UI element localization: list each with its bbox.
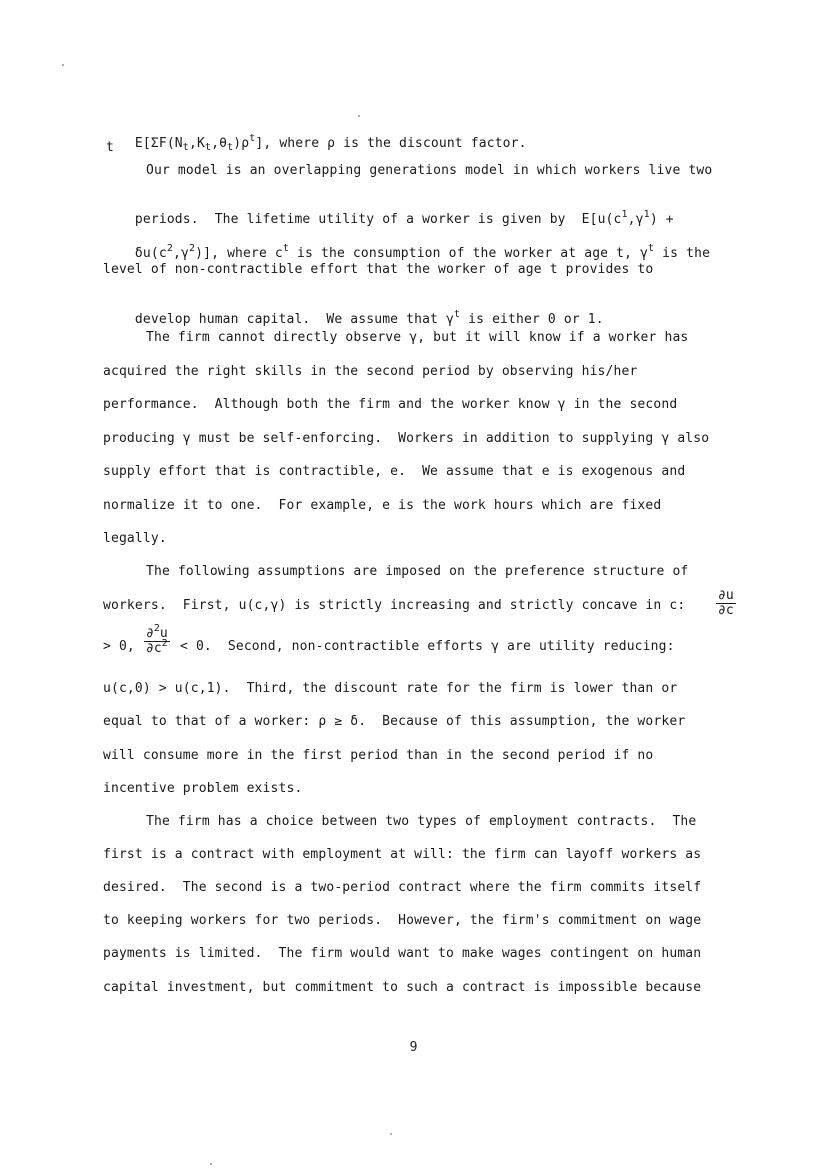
scan-speck bbox=[210, 1163, 212, 1165]
paragraph-2-line-3: performance. Although both the firm and the worker know γ in the second bbox=[103, 397, 678, 412]
subscript: t bbox=[182, 142, 189, 153]
paragraph-3-line-7: incentive problem exists. bbox=[103, 781, 303, 796]
equation-text: E[ΣF(N bbox=[134, 136, 183, 151]
page-number: 9 bbox=[409, 1040, 418, 1055]
paragraph-2-line-1: The firm cannot directly observe γ, but it will know if a worker has bbox=[146, 330, 689, 345]
fraction-denominator bbox=[144, 638, 170, 656]
fraction-numerator: ∂u bbox=[718, 588, 734, 603]
text: ∂ bbox=[146, 626, 154, 641]
text: is the consumption of the worker at age t, γ bbox=[289, 246, 649, 261]
text: )], where c bbox=[195, 246, 283, 261]
text: is the bbox=[654, 246, 711, 261]
fraction-denominator: ∂c bbox=[718, 603, 734, 618]
paragraph-3-line-4: u(c,0) > u(c,1). Third, the discount rate for the firm is lower than or bbox=[103, 681, 678, 696]
paragraph-3-line-3a: > 0, bbox=[103, 639, 135, 654]
summation-index: t bbox=[106, 140, 114, 155]
paragraph-2-line-7: legally. bbox=[103, 531, 167, 546]
text: develop human capital. We assume that γ bbox=[134, 312, 454, 327]
paragraph-3-line-6: will consume more in the first period than in the second period if no bbox=[103, 748, 654, 763]
superscript: 1 bbox=[643, 209, 650, 220]
paragraph-4-line-5: payments is limited. The firm would want to make wages contingent on human bbox=[103, 946, 702, 961]
text: ,γ bbox=[627, 212, 644, 227]
equation-text: ], where ρ is the discount factor. bbox=[255, 136, 527, 151]
text: ∂c bbox=[146, 641, 162, 656]
paragraph-4-line-1: The firm has a choice between two types of employment contracts. The bbox=[146, 814, 697, 829]
text: δu(c bbox=[134, 246, 167, 261]
superscript: 2 bbox=[188, 243, 196, 254]
superscript: t bbox=[648, 243, 655, 254]
paragraph-1-line-4: level of non-contractible effort that the worker of age t provides to bbox=[103, 262, 654, 277]
superscript: t bbox=[282, 243, 290, 254]
scan-speck bbox=[390, 1133, 392, 1135]
subscript: t bbox=[204, 142, 212, 153]
paragraph-2-line-2: acquired the right skills in the second period by observing his/her bbox=[103, 364, 638, 379]
equation-line bbox=[103, 120, 527, 168]
superscript: 2 bbox=[161, 638, 168, 649]
equation-text: )ρ bbox=[233, 136, 250, 151]
paragraph-2-line-6: normalize it to one. For example, e is the work hours which are fixed bbox=[103, 498, 662, 513]
equation-text: ,θ bbox=[211, 136, 228, 151]
superscript: t bbox=[249, 133, 256, 144]
subscript: t bbox=[227, 142, 234, 153]
paragraph-2-line-4: producing γ must be self-enforcing. Workers in addition to supplying γ also bbox=[103, 431, 710, 446]
scan-speck bbox=[62, 64, 64, 66]
text: ) + bbox=[649, 212, 674, 227]
text: ,γ bbox=[173, 246, 189, 261]
superscript: 2 bbox=[153, 623, 160, 634]
scan-speck bbox=[358, 115, 360, 117]
text: periods. The lifetime utility of a worker is given by E[u(c bbox=[134, 212, 622, 227]
paragraph-4-line-3: desired. The second is a two-period contract where the firm commits itself bbox=[103, 880, 702, 895]
paragraph-3-line-1: The following assumptions are imposed on the preference structure of bbox=[146, 564, 689, 579]
fraction-du-dc bbox=[716, 589, 736, 618]
paragraph-3-line-2: workers. First, u(c,γ) is strictly increasing and strictly concave in c: bbox=[103, 598, 686, 613]
superscript: 2 bbox=[166, 243, 174, 254]
equation-text: ,K bbox=[188, 136, 205, 151]
paragraph-2-line-5: supply effort that is contractible, e. We assume that e is exogenous and bbox=[103, 464, 686, 479]
superscript: t bbox=[454, 309, 461, 320]
paragraph-4-line-2: first is a contract with employment at will: the firm can layoff workers as bbox=[103, 847, 702, 862]
paragraph-4-line-6: capital investment, but commitment to such a contract is impossible because bbox=[103, 980, 702, 995]
paragraph-4-line-4: to keeping workers for two periods. However, the firm's commitment on wage bbox=[103, 913, 702, 928]
paragraph-3-line-3b: < 0. Second, non-contractible efforts γ are utility reducing: bbox=[180, 639, 675, 654]
superscript: 1 bbox=[621, 209, 628, 220]
fraction-d2u-dc2 bbox=[144, 623, 170, 656]
text: is either 0 or 1. bbox=[460, 312, 604, 327]
paragraph-1-line-1: Our model is an overlapping generations model in which workers live two bbox=[146, 163, 713, 178]
paragraph-3-line-5: equal to that of a worker: ρ ≥ δ. Because of this assumption, the worker bbox=[103, 714, 686, 729]
text: u bbox=[159, 626, 168, 641]
